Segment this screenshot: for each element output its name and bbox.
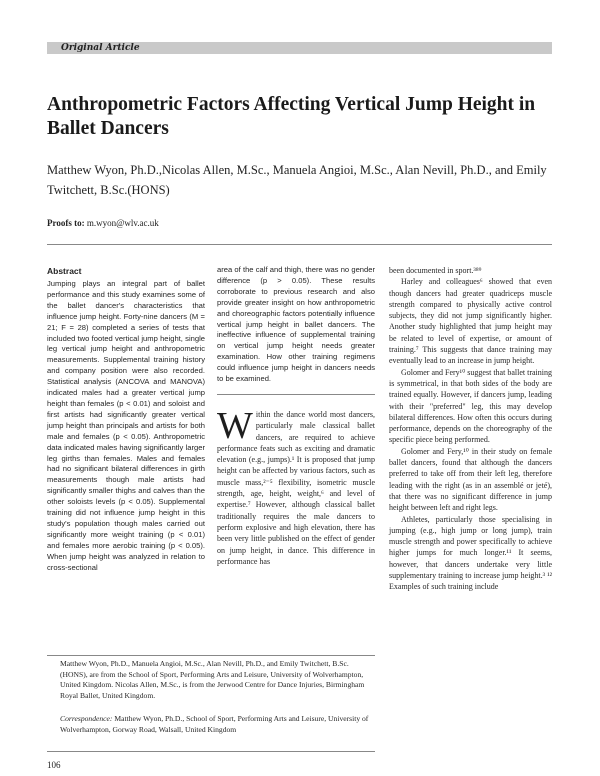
correspondence-text: Matthew Wyon, Ph.D., School of Sport, Performing Arts and Leisure, University of Wolverhampton, Gorway Road, Walsall, United Kingdom [60,714,369,734]
proofs-label: Proofs to: [47,218,85,228]
intro-paragraph [217,405,375,567]
paragraph: Golomer and Fery¹⁰ suggest that ballet training is symmetrical, in that both sides of the body are trained equally. However, if dancers jump, leading with their "preferred" leg, this may develop bilateral differences. How often this occurs during performance, depends on the choreography of the specific piece being performed. [389,367,552,445]
paragraph: Harley and colleagues⁶ showed that even though dancers had greater quadriceps muscle strength compared to physically active control subjects, they did not jump significantly higher. Another study highlighted that jump height may be related to level of expertise, or amount of training.⁷ This suggests that dance training may eventually lead to an increase in jump height. [389,277,552,366]
section-label: Original Article [61,43,140,53]
paragraph: Golomer and Fery,¹⁰ in their study on female ballet dancers, found that although the dancers preferred to take off from their left leg, therefore leading with the right (as in an assemblé or jeté), that there was no significant difference in jump height between left and right legs. [389,446,552,513]
header-divider [47,244,552,245]
page-number: 106 [47,760,61,770]
abstract-text: Jumping plays an integral part of ballet performance and this study examines some of the ballet dancer's characteristics that influence jump height. Forty-nine dancers (M = 21; F = 28) completed a series of tests that included two footed vertical jump height, single leg vertical jump height and anthropometric measurements. Supplemental training history and company position were also recorded. Statistical analysis (ANCOVA and MANOVA) indicated males had a greater vertical jump height than females (p < 0.01) and soloist and first artists had significantly greater vertical jump height than principals and artists for both male and females (p < 0.05). Anthropometric data indicated males having significantly larger leg girths than females. Males and females had no significant bilateral differences in girth measurements though male artists had significantly smaller thighs and calves than the other soloists levels (p < 0.05). Supplemental training did not influence jump height in this study's population though males carried out significantly more weight training (p < 0.01) and females more aerobic training (p < 0.05). When jump height was analyzed in relation to cross-sectional [47,279,205,572]
body-column-2 [217,405,375,567]
section-banner [47,42,552,54]
paragraph: Athletes, particularly those specialising in jumping (e.g., high jump or long jump), train muscle strength and power specifically to achieve higher jumps for much longer.¹¹ It seems, however, that dancers undertake very little supplementary training to increase jump height.³ ¹² Examples of such training include [389,514,552,592]
paragraph: been documented in sport.³⁸⁹ [389,266,482,275]
article-title: Anthropometric Factors Affecting Vertical Jump Height in Ballet Dancers [47,94,536,139]
abstract-end-divider [217,394,375,395]
author-list: Matthew Wyon, Ph.D.,Nicolas Allen, M.Sc., Manuela Angioi, M.Sc., Alan Nevill, Ph.D., and Emily Twitchett, B.Sc.(HONS) [47,163,547,197]
abstract-heading: Abstract [47,266,82,276]
abstract-continued: area of the calf and thigh, there was no gender difference (p > 0.05). These results corroborate to previous research and also provide greater insight on how anthropometric and choreographic factors potentially influence vertical jump height in ballet dancers. The ineffective influence of supplemental training on vertical jump height needs greater examination. How other training regimens could influence jump height in dancers needs to be examined. [217,265,375,384]
correspondence-note [60,714,372,735]
proofs-email[interactable]: m.wyon@wlv.ac.uk [86,218,159,228]
body-column-3 [389,265,552,593]
drop-cap: W [217,405,253,447]
intro-text: ithin the dance world most dancers, particularly male classical ballet dancers, are required to achieve performance feats such as exciting and dramatic elevation (e.g., jumps).¹ It is proposed that jump height can be affected by various factors, such as muscle mass,²⁻⁵ flexibility, isometric muscle strength, age, height, weight,⁶ and level of expertise.⁷ However, although classical ballet traditionally requires the male dancers to perform explosive and high elevation, there has been very little published on the effect of gender on jump height, in dance. This difference in performance has [217,410,375,566]
proofs-line [47,218,159,228]
author-affiliation: Matthew Wyon, Ph.D., Manuela Angioi, M.Sc., Alan Nevill, Ph.D., and Emily Twitchett, B.Sc.(HONS), are from the School of Sport, Performing Arts and Leisure, University of Wolverhampton, United Kingdom. Nicolas Allen, M.Sc., is from the Jerwood Centre for Dance Injuries, Birmingham Royal Ballet, United Kingdom. [60,659,365,700]
correspondence-label: Correspondence: [60,714,113,723]
